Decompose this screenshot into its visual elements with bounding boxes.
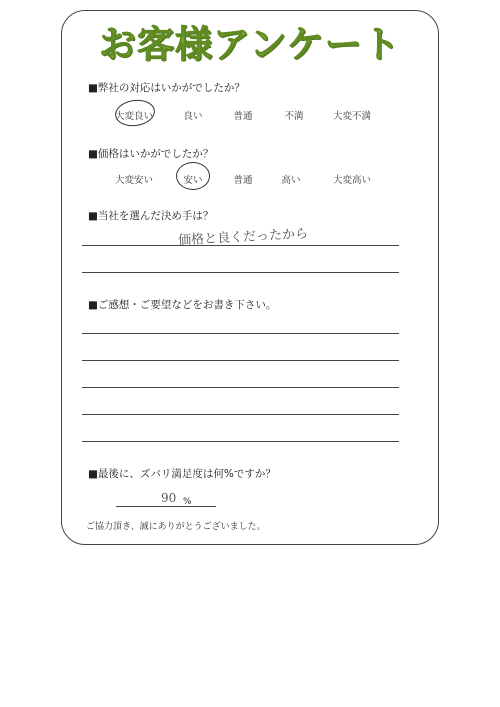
question-comments: ■ご感想・ご要望などをお書き下さい。 bbox=[88, 299, 277, 311]
q5-handwritten-answer: 90 bbox=[161, 491, 177, 505]
q2-option-expensive[interactable]: 高い bbox=[281, 175, 301, 186]
survey-title: お客様アンケート bbox=[99, 23, 401, 66]
q3-handwritten-answer: 価格と良くだったから bbox=[177, 226, 309, 249]
q1-option-good[interactable]: 良い bbox=[183, 111, 203, 122]
q5-percent-unit: % bbox=[183, 497, 192, 507]
q2-option-very-expensive[interactable]: 大変高い bbox=[332, 175, 372, 186]
thank-you-note: ご協力頂き、誠にありがとうございました。 bbox=[86, 522, 266, 532]
q3-answer-line-1 bbox=[82, 245, 399, 246]
q3-answer-line-2 bbox=[82, 272, 399, 273]
q4-answer-line-1 bbox=[82, 333, 399, 334]
q4-answer-line-2 bbox=[82, 360, 399, 361]
q4-answer-line-4 bbox=[82, 414, 399, 415]
q5-answer-line bbox=[116, 506, 216, 507]
q4-answer-line-3 bbox=[82, 387, 399, 388]
q1-option-very-good[interactable]: 大変良い bbox=[114, 111, 154, 122]
question-satisfaction: ■最後に、ズバリ満足度は何%ですか？ bbox=[88, 468, 276, 480]
q2-option-normal[interactable]: 普通 bbox=[233, 175, 253, 186]
q4-answer-line-5 bbox=[82, 441, 399, 442]
q2-option-very-cheap[interactable]: 大変安い bbox=[114, 175, 154, 186]
q1-option-normal[interactable]: 普通 bbox=[233, 111, 253, 122]
question-price: ■価格はいかがでしたか？ bbox=[88, 148, 214, 160]
q2-selection-circle bbox=[176, 162, 210, 190]
q2-option-cheap[interactable]: 安い bbox=[183, 175, 203, 186]
question-service: ■弊社の対応はいかがでしたか？ bbox=[88, 82, 245, 94]
question-deciding-factor: ■当社を選んだ決め手は？ bbox=[88, 210, 214, 222]
q1-option-very-dissatisfied[interactable]: 大変不満 bbox=[332, 111, 372, 122]
q1-option-dissatisfied[interactable]: 不満 bbox=[284, 111, 304, 122]
